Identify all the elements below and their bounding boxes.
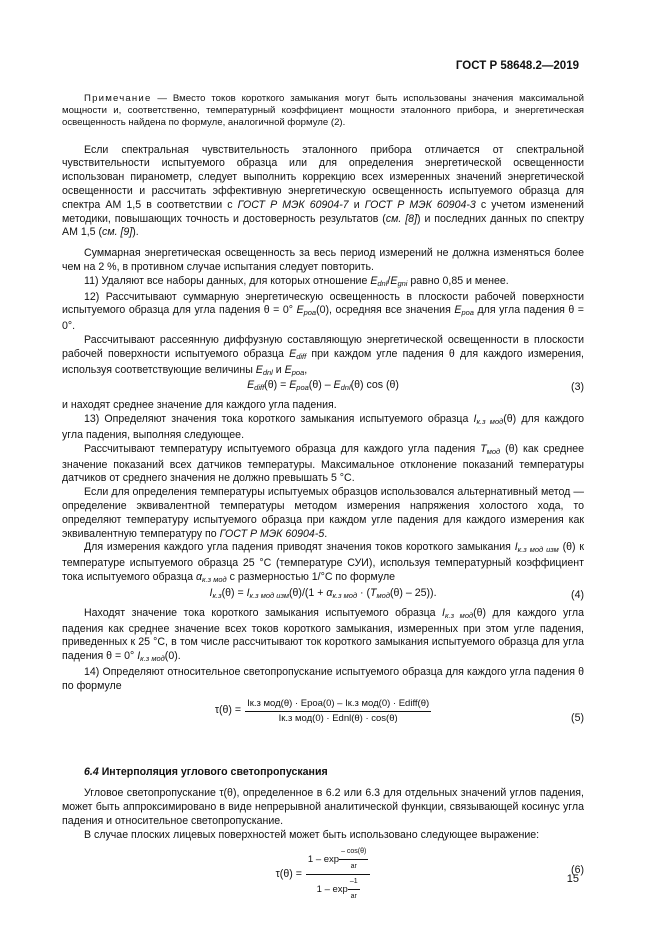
formula-fraction <box>245 698 431 725</box>
symbol-e-gni: $E_{gni}$ <box>390 274 408 288</box>
formula-number: (6) <box>571 864 584 877</box>
text: (θ) = <box>264 379 290 392</box>
text: равно 0,85 и менее. <box>407 274 509 287</box>
paragraph-interpolation: Угловое светопропускание τ(θ), определенное в 6.2 или 6.3 для отдельных значений углов падения, может быть аппроксимировано в виде непрерывной аналитической функции, связывающей косинус угла падения и относительное светопропускание. <box>62 787 584 827</box>
text: и <box>272 363 285 376</box>
symbol-t-mod: $T_{мод}$ <box>480 442 501 456</box>
text: Если спектральная чувствительность эталонного прибора отличается от спектральной чувствительности испытуемого образца или для определения энергетической освещенности использован пиранометр, следует выполнить коррекцию всех измеренных значений энергетической освещенности и рассчитать эффективную энергетическую освещенность испытуемого образца для спектра АМ 1,5 в соответствии с <box>62 143 584 211</box>
symbol-e-poa: $E_{poa}$ <box>454 304 474 318</box>
text: с учетом изменений методики, повышающих точность и достоверность результатов ( <box>62 198 584 225</box>
formula-6 <box>62 846 584 901</box>
reference-link: см. [9] <box>102 226 133 239</box>
text: 1 – exp <box>307 854 340 866</box>
text: Рассчитывают рассеянную диффузную составляющую энергетической освещенности в плоскости рабочей поверхности испытуемого образца <box>62 333 584 360</box>
paragraph-flat-surfaces: В случае плоских лицевых поверхностей может быть использовано следующее выражение: <box>84 828 540 841</box>
text: 1 – exp <box>316 884 348 896</box>
paragraph-step-11: 11) Удаляют все наборы данных, для которых отношение $E_{dnl}/E_{gni}$ равно 0,85 и менее. <box>84 274 509 288</box>
symbol-i-kz-mod: $I_{к.з мод}$ <box>442 606 474 620</box>
page-number: 15 <box>566 873 579 885</box>
section-number: 6.4 <box>84 765 99 778</box>
symbol-i-kz-mod-izm: $I_{к.з мод изм}$ <box>514 541 559 555</box>
paragraph-diffuse <box>62 334 584 379</box>
paragraph-spectral <box>62 144 584 241</box>
formula-body <box>215 698 431 725</box>
formula-lhs: τ(θ) = <box>275 868 302 881</box>
formula-fraction <box>306 846 370 903</box>
paragraph-alternative-method <box>62 486 584 541</box>
numerator: Iк.з мод(θ) · Epoa(0) – Iк.з мод(0) · Ediff(θ) <box>245 698 431 712</box>
exponent-fraction <box>339 846 368 873</box>
document-header: ГОСТ Р 58648.2—2019 <box>455 60 579 72</box>
formula-5 <box>62 698 584 740</box>
text: 12) Рассчитывают суммарную энергетическую освещенность в плоскости рабочей поверхности испытуемого образца для угла падения θ = 0° <box>62 290 584 317</box>
symbol-e-dnl: $E_{dnl}$ <box>255 363 273 377</box>
text: . <box>324 527 328 540</box>
section-heading <box>62 766 584 780</box>
formula-body <box>276 846 371 903</box>
paragraph-total-irradiance: Суммарная энергетическая освещенность за весь период измерений не должна изменяться более чем на 2 %, в противном случае испытания следует повторить. <box>62 247 584 273</box>
text: при каждом угле падения θ для каждого измерения, используя соответствующие величины <box>62 347 584 376</box>
numerator: –1 <box>348 876 360 890</box>
text: для угла падения θ = 0°. <box>62 304 584 333</box>
paragraph-average: и находят среднее значение для каждого угла падения. <box>62 399 337 412</box>
symbol-e-poa: $E_{poa}$ <box>284 363 305 377</box>
numerator: – cos(θ) <box>339 846 368 860</box>
text: 13) Определяют значения тока короткого замыкания испытуемого образца <box>84 413 474 426</box>
paragraph-step-13 <box>62 413 584 443</box>
text: Находят значение тока короткого замыкания испытуемого образца <box>84 606 443 619</box>
denominator: ar <box>350 893 357 901</box>
text: (0). <box>164 650 181 663</box>
denominator <box>306 875 370 903</box>
text: 11) Удаляют все наборы данных, для которых отношение <box>84 274 371 287</box>
numerator <box>306 846 370 875</box>
symbol-i-kz-mod: $I_{к.з мод}$ <box>473 413 504 427</box>
symbol-e-diff: $E_{diff}$ <box>289 347 307 361</box>
text: с размерностью 1/°С по формуле <box>226 570 396 583</box>
symbol-e-dnl: $E_{dnl}$ <box>370 274 388 288</box>
formula-number: (5) <box>571 711 584 724</box>
text: Рассчитывают температуру испытуемого образца для каждого угла падения <box>84 442 481 455</box>
formula-3 <box>62 379 584 399</box>
text: (θ)/(1 + <box>289 586 327 599</box>
note-label: Примечание <box>84 93 152 104</box>
paragraph-temperature <box>62 443 584 486</box>
reference-link: ГОСТ Р МЭК 60904-3 <box>364 198 476 211</box>
formula-body: $I_{к.з}(\theta) = I_{к.з мод изм}(\theta)/(1 + \alpha_{к.з мод} \cdot (T_{мод}(\theta) - 25))$. <box>209 586 437 600</box>
text: (θ) к температуре испытуемого образца 25 °С (температуре СУИ), используя температурный коэффициент тока испытуемого образца <box>62 541 584 583</box>
symbol-e-poa: $E_{poa}$ <box>296 304 317 318</box>
symbol-alpha: $\alpha_{к.з мод}$ <box>195 570 227 584</box>
text: (θ) для каждого угла падения, выполняя следующее. <box>62 413 584 441</box>
paragraph-step-12 <box>62 291 584 334</box>
text: (θ) для каждого угла падения как среднее значение всех токов короткого замыкания, измеренных при этом угле падения, приведенных к 25 °С, в том числе рассчитывают ток короткого замыкания испытуемого образца для угла падения θ = 0° <box>62 606 584 663</box>
formula-4 <box>62 587 584 607</box>
text: (θ) cos (θ) <box>350 379 399 392</box>
text: Для измерения каждого угла падения приводят значения токов короткого замыкания <box>84 541 515 554</box>
paragraph-correction <box>62 541 584 586</box>
denominator: Iк.з мод(0) · Ednl(θ) · cos(θ) <box>278 712 398 724</box>
exponent-fraction <box>348 876 360 903</box>
text: · ( <box>357 586 371 599</box>
text: ). <box>132 226 139 239</box>
text: и <box>348 198 365 211</box>
note-text: — Вместо токов короткого замыкания могут быть использованы значения максимальной мощности и, соответственно, температурный коэффициент мощности эталонного прибора, и энергетическая освещенность найдена по формуле, аналогичной формуле (2). <box>62 93 584 129</box>
formula-number: (3) <box>571 381 584 394</box>
note-paragraph <box>62 93 584 130</box>
text: (θ) = <box>221 586 247 599</box>
formula-lhs: τ(θ) = <box>214 704 242 717</box>
text: ) и последних данных по спектру АМ 1,5 ( <box>62 212 584 239</box>
reference-link: ГОСТ Р МЭК 60904-7 <box>237 198 349 211</box>
page-content <box>62 93 584 902</box>
denominator: ar <box>350 863 357 871</box>
section-title: Интерполяция углового светопропускания <box>101 765 328 778</box>
paragraph-step-14: 14) Определяют относительное светопропускание испытуемого образца для каждого угла падения θ по формуле <box>62 665 584 692</box>
formula-number: (4) <box>571 588 584 601</box>
text: (θ) – 25)). <box>390 586 437 599</box>
text: , <box>304 363 308 376</box>
reference-link: см. [8] <box>385 212 418 225</box>
paragraph-average-current <box>62 607 584 666</box>
reference-link: ГОСТ Р МЭК 60904-5 <box>219 527 325 540</box>
text: (0), осредняя все значения <box>316 304 455 317</box>
text: Если для определения температуры испытуемых образцов использовался альтернативный метод — определение эквивалентной температуры методом измерения напряжения холостого хода, то определяют температуру испытуемого образца при каждом угле падения для каждого измерения как эквивалентную температуру по <box>62 486 584 540</box>
text: (θ) как среднее значение показаний всех датчиков температуры. Максимальное отклонение показаний температуры датчиков от среднего значения не должно превышать 5 °С. <box>62 442 584 485</box>
formula-body: $E_{diff}(\theta) = E_{poa}(\theta) - E_{dnl}(\theta)$ cos (θ) <box>247 379 399 393</box>
symbol-i-kz-mod: $I_{к.з мод}$ <box>137 650 165 664</box>
text: (θ) – <box>308 379 334 392</box>
